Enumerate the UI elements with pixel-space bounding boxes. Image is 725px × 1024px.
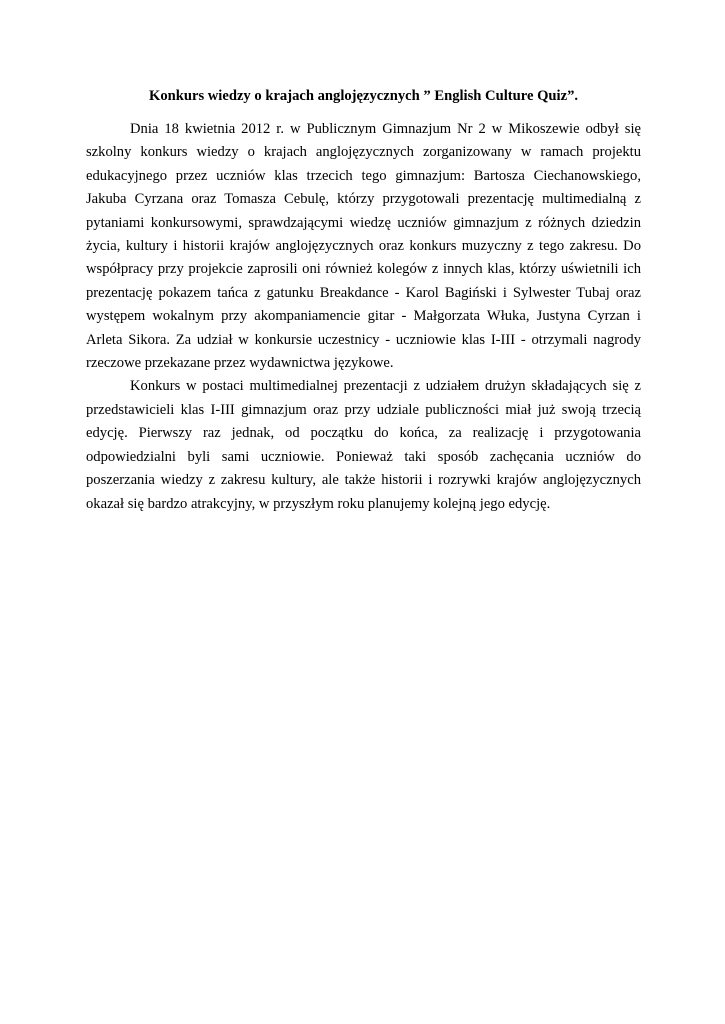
paragraph-2: Konkurs w postaci multimedialnej prezentacji z udziałem drużyn składających się z przedstawicieli klas I-III gimnazjum oraz przy udziale publiczności miał już swoją trzecią edycję. Pierwszy raz jednak, od początku do końca, za realizację i przygotowania odpowiedzialni byli sami uczniowie. Ponieważ taki sposób zachęcania uczniów do poszerzania wiedzy z zakresu kultury, ale także historii i rozrywki krajów anglojęzycznych okazał się bardzo atrakcyjny, w przyszłym roku planujemy kolejną jego edycję. — [86, 378, 641, 512]
paragraph-1: Dnia 18 kwietnia 2012 r. w Publicznym Gimnazjum Nr 2 w Mikoszewie odbył się szkolny konkurs wiedzy o krajach anglojęzycznych zorganizowany w ramach projektu edukacyjnego przez uczniów klas trzecich tego gimnazjum: Bartosza Ciechanowskiego, Jakuba Cyrzana oraz Tomasza Cebulę, którzy przygotowali prezentację multimedialną z pytaniami konkursowymi, sprawdzającymi wiedzę uczniów gimnazjum z różnych dziedzin życia, kultury i historii krajów anglojęzycznych oraz konkurs muzyczny z tego zakresu. Do współpracy przy projekcie zaprosili oni również kolegów z innych klas, którzy uświetnili ich prezentację pokazem tańca z gatunku Breakdance - Karol Bagiński i Sylwester Tubaj oraz występem wokalnym przy akompaniamencie gitar - Małgorzata Włuka, Justyna Cyrzan i Arleta Sikora. Za udział w konkursie uczestnicy - uczniowie klas I-III - otrzymali nagrody rzeczowe przekazane przez wydawnictwa językowe. — [86, 121, 641, 372]
document-title: Konkurs wiedzy o krajach anglojęzycznych ” English Culture Quiz”. — [148, 88, 579, 104]
document-body — [86, 118, 641, 516]
